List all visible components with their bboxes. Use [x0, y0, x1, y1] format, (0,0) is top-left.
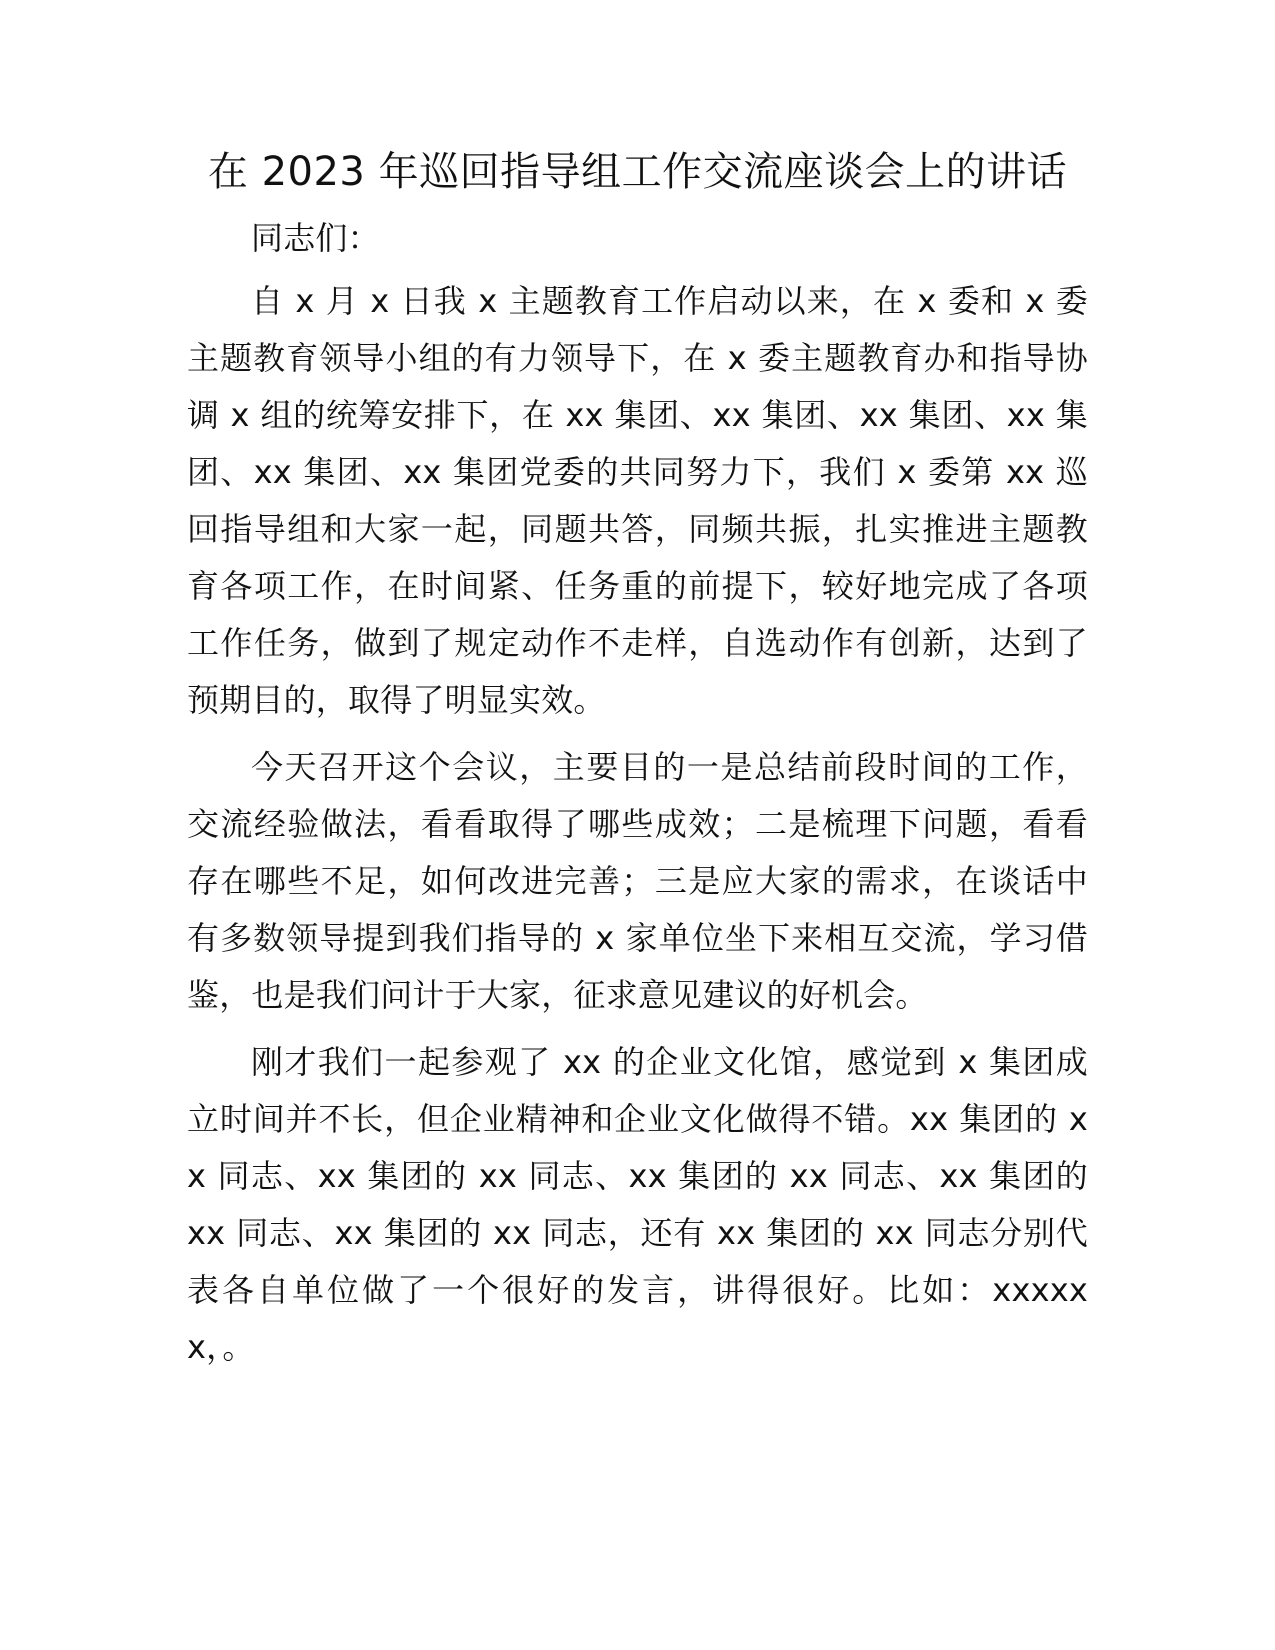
- paragraph-2: 今天召开这个会议，主要目的一是总结前段时间的工作，交流经验做法，看看取得了哪些成效；二是梳理下问题，看看存在哪些不足，如何改进完善；三是应大家的需求，在谈话中有多数领导提到我们指导的 x 家单位坐下来相互交流，学习借鉴，也是我们问计于大家，征求意见建议的好机会。: [187, 748, 1088, 1014]
- document-body: [187, 210, 1088, 1376]
- document-title: 在 2023 年巡回指导组工作交流座谈会上的讲话: [207, 149, 1068, 195]
- paragraph-3: 刚才我们一起参观了 xx 的企业文化馆，感觉到 x 集团成立时间并不长，但企业精神和企业文化做得不错。xx 集团的 xx 同志、xx 集团的 xx 同志、xx 集团的 xx 同志、xx 集团的 xx 同志、xx 集团的 xx 同志，还有 xx 集团的 xx 同志分别代表各自单位做了一个很好的发言，讲得很好。比如：xxxxxx，。: [187, 1043, 1088, 1366]
- paragraph-1: 自 x 月 x 日我 x 主题教育工作启动以来，在 x 委和 x 委主题教育领导小组的有力领导下，在 x 委主题教育办和指导协调 x 组的统筹安排下，在 xx 集团、xx 集团、xx 集团、xx 集团、xx 集团、xx 集团党委的共同努力下，我们 x 委第 xx 巡回指导组和大家一起，同题共答，同频共振，扎实推进主题教育各项工作，在时间紧、任务重的前提下，较好地完成了各项工作任务，做到了规定动作不走样，自选动作有创新，达到了预期目的，取得了明显实效。: [187, 282, 1088, 719]
- salutation: 同志们：: [251, 219, 380, 257]
